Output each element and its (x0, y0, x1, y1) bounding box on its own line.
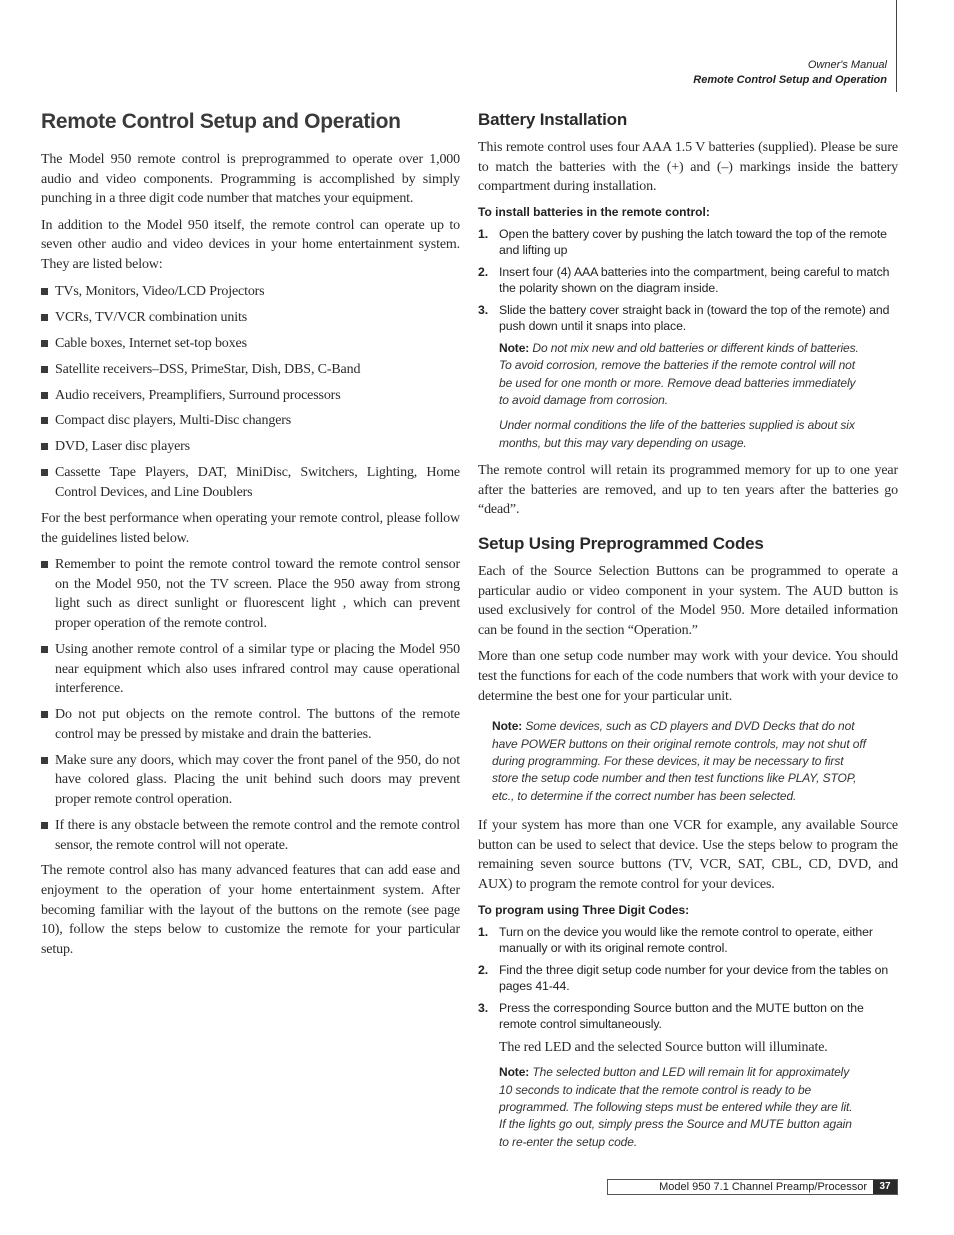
battery-life-note: Under normal conditions the life of the batteries supplied is about six months, but this may vary depending on usage. (499, 418, 855, 450)
list-item: Compact disc players, Multi-Disc changers (41, 411, 460, 431)
battery-paragraph: This remote control uses four AAA 1.5 V batteries (supplied). Please be sure to match the batteries with the (+) and (–) markings inside the battery compartment during installation. (478, 140, 898, 195)
setup-paragraph-1: Each of the Source Selection Buttons can be programmed to operate a particular audio or video component in your system. The AUD button is used exclusively for control of the Model 950. More detailed information can be found in the section “Operation.” (478, 564, 898, 638)
square-bullet-icon (41, 392, 48, 399)
square-bullet-icon (41, 469, 48, 476)
list-item: Satellite receivers–DSS, PrimeStar, Dish, DBS, C-Band (41, 360, 460, 380)
square-bullet-icon (41, 443, 48, 450)
list-item: 3. Slide the battery cover straight back in (toward the top of the remote) and push down until it snaps into place. (478, 302, 890, 333)
guidelines-paragraph: For the best performance when operating your remote control, please follow the guidelines listed below. (41, 511, 460, 546)
list-item: 2. Insert four (4) AAA batteries into the compartment, being careful to match the polarity shown on the diagram inside. (478, 264, 890, 295)
right-column (478, 108, 898, 1157)
devices-paragraph: In addition to the Model 950 itself, the remote control can operate up to seven other audio and video devices in your home entertainment system. They are listed below: (41, 217, 460, 272)
page-footer (607, 1179, 898, 1195)
battery-installation-heading: Battery Installation (478, 110, 628, 129)
list-item: 1. Turn on the device you would like the remote control to operate, either manually or with its original remote control. (478, 924, 873, 955)
list-item: TVs, Monitors, Video/LCD Projectors (41, 282, 460, 302)
square-bullet-icon (41, 314, 48, 321)
square-bullet-icon (41, 366, 48, 373)
list-item: If there is any obstacle between the remote control and the remote control sensor, the remote control will not operate. (41, 816, 460, 855)
list-item: Cable boxes, Internet set-top boxes (41, 334, 460, 354)
list-item: Make sure any doors, which may cover the front panel of the 950, do not have colored glass. Placing the unit behind such doors may prevent proper remote control operation. (41, 751, 460, 810)
square-bullet-icon (41, 711, 48, 718)
list-item: 2. Find the three digit setup code number for your device from the tables on pages 41-44. (478, 962, 889, 993)
list-item: Remember to point the remote control toward the remote control sensor on the Model 950, not the TV screen. Place the 950 away from strong light such as direct sunlight or fluorescent light , which can prevent proper operation of the remote control. (41, 555, 460, 633)
setup-codes-heading: Setup Using Preprogrammed Codes (478, 534, 764, 553)
setup-note: Note: Some devices, such as CD players and DVD Decks that do not have POWER buttons on their original remote controls, may not shut off during programming. For these devices, it may be necessary to first store the setup code number and then test functions like PLAY, STOP, etc., to determine if the correct number has been selected. (492, 719, 866, 803)
square-bullet-icon (41, 757, 48, 764)
square-bullet-icon (41, 417, 48, 424)
advanced-features-paragraph: The remote control also has many advanced features that can add ease and enjoyment to the operation of your home entertainment system. After becoming familiar with the layout of the buttons on the remote (see page 10), follow the steps below to customize the remote for your particular setup. (41, 863, 460, 957)
square-bullet-icon (41, 822, 48, 829)
page-number: 37 (873, 1180, 897, 1194)
square-bullet-icon (41, 288, 48, 295)
list-item: 3. Press the corresponding Source button and the MUTE button on the remote control simultaneously. (478, 1000, 864, 1031)
list-item: Audio receivers, Preamplifiers, Surround processors (41, 386, 460, 406)
footer-product-name: Model 950 7.1 Channel Preamp/Processor (659, 1181, 867, 1193)
running-header (693, 58, 887, 88)
left-column (41, 108, 460, 966)
square-bullet-icon (41, 561, 48, 568)
battery-steps-subhead: To install batteries in the remote control: (478, 204, 710, 219)
header-manual-label: Owner's Manual (807, 59, 887, 71)
battery-steps (478, 226, 898, 334)
led-paragraph: The red LED and the selected Source button will illuminate. (499, 1039, 828, 1055)
battery-note: Note: Do not mix new and old batteries or different kinds of batteries. To avoid corrosion, remove the batteries if the remote control will not be used for one month or more. Remove dead batteries immediately to avoid damage from corrosion. (499, 340, 859, 407)
guidelines-list (41, 555, 460, 855)
list-item: Cassette Tape Players, DAT, MiniDisc, Switchers, Lighting, Home Control Devices, and Line Doublers (41, 463, 460, 502)
header-section-label: Remote Control Setup and Operation (693, 74, 887, 86)
intro-paragraph: The Model 950 remote control is preprogrammed to operate over 1,000 audio and video components. Programming is accomplished by simply punching in a three digit code number that matches your equipment. (41, 152, 460, 207)
battery-memory-paragraph: The remote control will retain its programmed memory for up to one year after the batteries are removed, and up to ten years after the batteries go “dead”. (478, 463, 898, 518)
square-bullet-icon (41, 340, 48, 347)
list-item: VCRs, TV/VCR combination units (41, 308, 460, 328)
device-list (41, 282, 460, 503)
list-item: 1. Open the battery cover by pushing the latch toward the top of the remote and lifting up (478, 226, 887, 257)
header-rule (896, 0, 897, 92)
setup-paragraph-2: More than one setup code number may work with your device. You should test the functions for each of the code numbers that work with your device to determine the best one for your particular unit. (478, 649, 898, 704)
program-steps (478, 924, 898, 1032)
list-item: DVD, Laser disc players (41, 437, 460, 457)
program-note: Note: The selected button and LED will remain lit for approximately 10 seconds to indicate that the remote control is ready to be programmed. The following steps must be entered while they are lit. If the lights go out, simply press the Source and MUTE button again to re-enter the setup code. (499, 1065, 853, 1149)
page-title: Remote Control Setup and Operation (41, 110, 401, 133)
setup-paragraph-3: If your system has more than one VCR for example, any available Source button can be used to select that device. Use the steps below to program the remaining seven source buttons (TV, VCR, SAT, CBL, CD, DVD, and AUX) to program the remote control for your devices. (478, 818, 898, 892)
list-item: Do not put objects on the remote control. The buttons of the remote control may be pressed by mistake and drain the batteries. (41, 705, 460, 744)
list-item: Using another remote control of a similar type or placing the Model 950 near equipment which also uses infrared control may cause operational interference. (41, 640, 460, 699)
program-steps-subhead: To program using Three Digit Codes: (478, 902, 690, 917)
square-bullet-icon (41, 646, 48, 653)
